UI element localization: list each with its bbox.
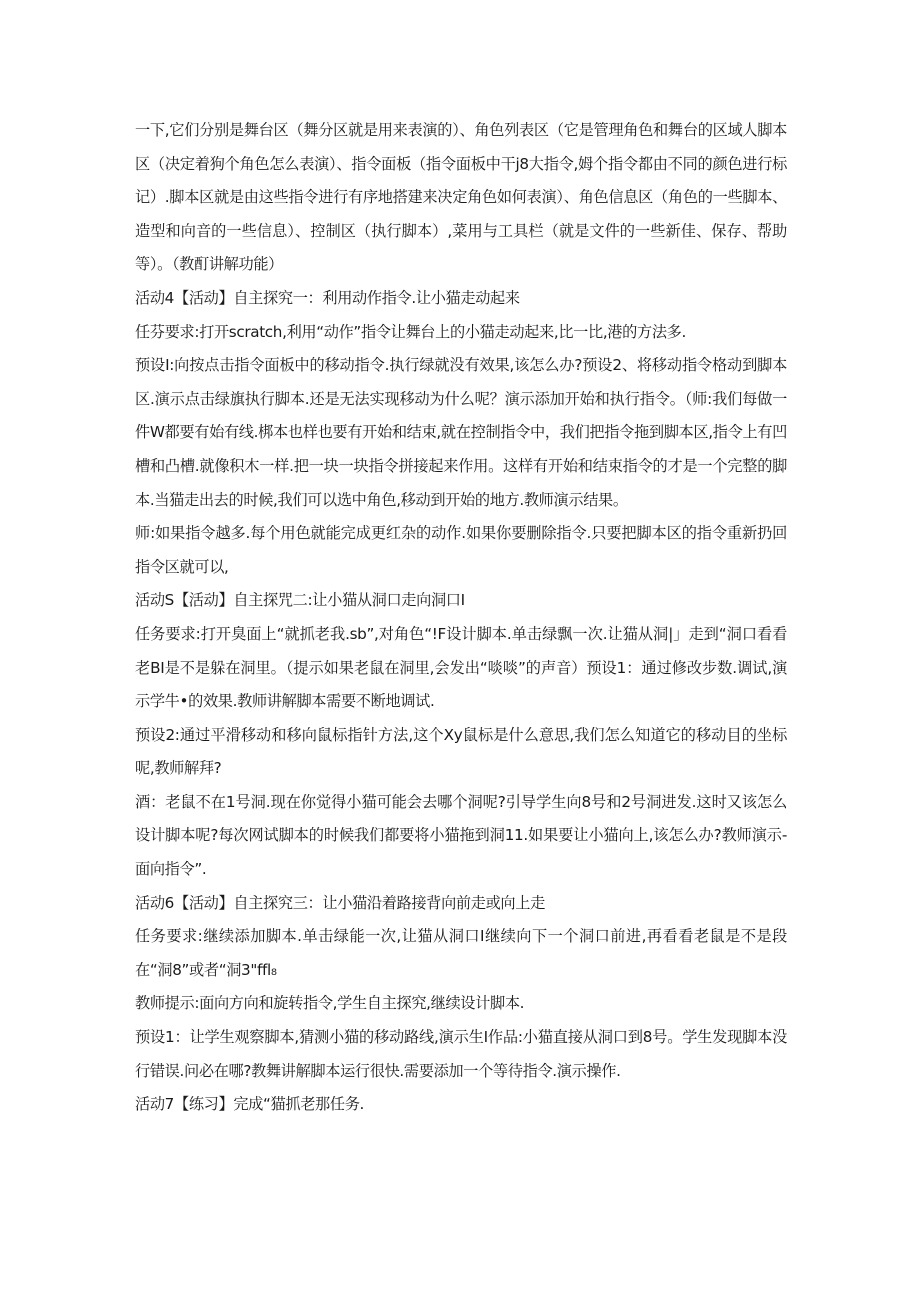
- heading-activity-5: 活动S【活动】自主探咒二:让小猫从洞口走向洞口I: [135, 591, 465, 610]
- paragraph-preset-2-coordinates: 预设2:通过平滑移动和移向鼠标指针方法,这个Xy鼠标是什么意思,我们怎么知道它的移动目的坐标呢,教师解拜?: [135, 725, 787, 778]
- document-body: [135, 114, 787, 1122]
- heading-activity-4: 活动4【活动】自主探究一：利用动作指令.让小猫走动起来: [135, 288, 520, 307]
- paragraph-task-requirement-1: 任芬要求:打开scratch,利用“动作”指令让舞台上的小猫走动起来,比一比,港的方法多.: [135, 322, 686, 341]
- heading-activity-6: 活动6【活动】自主探究三：让小猫沿着路接背向前走或向上走: [135, 893, 545, 912]
- paragraph-task-requirement-3: 任务要求:继续添加脚本.单击绿能一次,让猫从洞口I继续向下一个洞口前进,再看看老鼠是不是段在“洞8”或者“洞3"ffl₈: [135, 927, 787, 979]
- paragraph-teacher-note-delete: 师:如果指令越多.每个用色就能完成更红杂的动作.如果你要删除指令.只要把脚本区的指令重新扔回指令区就可以,: [135, 524, 787, 576]
- paragraph-preset-observe-script: 预设1：让学生观察脚本,猜测小猫的移动路线,演示生I作品:小猫直接从洞口到8号。学生发现脚本没行错误.问必在哪?教舞讲解脚本运行很快.需要添加一个等待指令.演示操作.: [135, 1028, 787, 1080]
- paragraph-mouse-not-in-hole: 酒：老鼠不在1号洞.现在你觉得小猫可能会去哪个洞呢?引导学生向8号和2号洞进发.这时又该怎么设计脚本呢?每次网试脚本的时候我们都要将小猫拖到洞11.如果要让小猫向上,该怎么办?教师演示-面向指令”.: [135, 792, 787, 879]
- paragraph-task-requirement-2: 任务要求:打开臭面上“就抓老我.sb”,对角色“!F设计脚本.单击绿飘一次.让猫从洞|」走到“洞口看看老BI是不是躲在洞里。（提示如果老鼠在洞里,会发出“啖啖”的声音）预设1：通过修改步数.调试,演示学牛•的效果.教师讲解脚本需要不断地调试.: [135, 624, 787, 711]
- paragraph-interface-intro: 一下,它们分别是舞台区（舞分区就是用来表演的）、角色列表区（它是管理角色和舞台的区域人脚本区（决定着狗个角色怎么表演）、指令面板（指令面板中干j8大指令,姆个指令都由不同的颜色进行标记）.脚本区就是由这些指令进行有序地搭建来决定角色如何表演）、角色信息区（角色的一些脚本、造型和向音的一些信息）、控制区（执行脚本）,菜用与工具栏（就是文件的一些新佳、保存、帮助等）。（教酊讲解功能）: [135, 121, 787, 274]
- heading-activity-7: 活动7【练习】完成“猫抓老那任务.: [135, 1095, 365, 1114]
- paragraph-teacher-hint: 教师提示:面向方向和旋转指令,学生自主探究,继续设计脚本.: [135, 994, 525, 1013]
- paragraph-preset-1-2: 预设I:向按点击指令面板中的移动指令.执行绿就没有效果,该怎么办?预设2、将移动指令格动到脚本区.演示点击绿旗执行脚本.还是无法实现移动为什么呢？演示添加开始和执行指令。（师:我们每做一件W都要有始有线.梆本也样也要有开始和结束,就在控制指令中，我们把指令拖到脚本区,指令上有凹槽和凸槽.就像积木一样.把一块一块指令拼接起来作用。这样有开始和结束指令的才是一个完整的脚本.当猫走出去的时候,我们可以选中角色,移动到开始的地方.教师演示结果。: [135, 356, 787, 509]
